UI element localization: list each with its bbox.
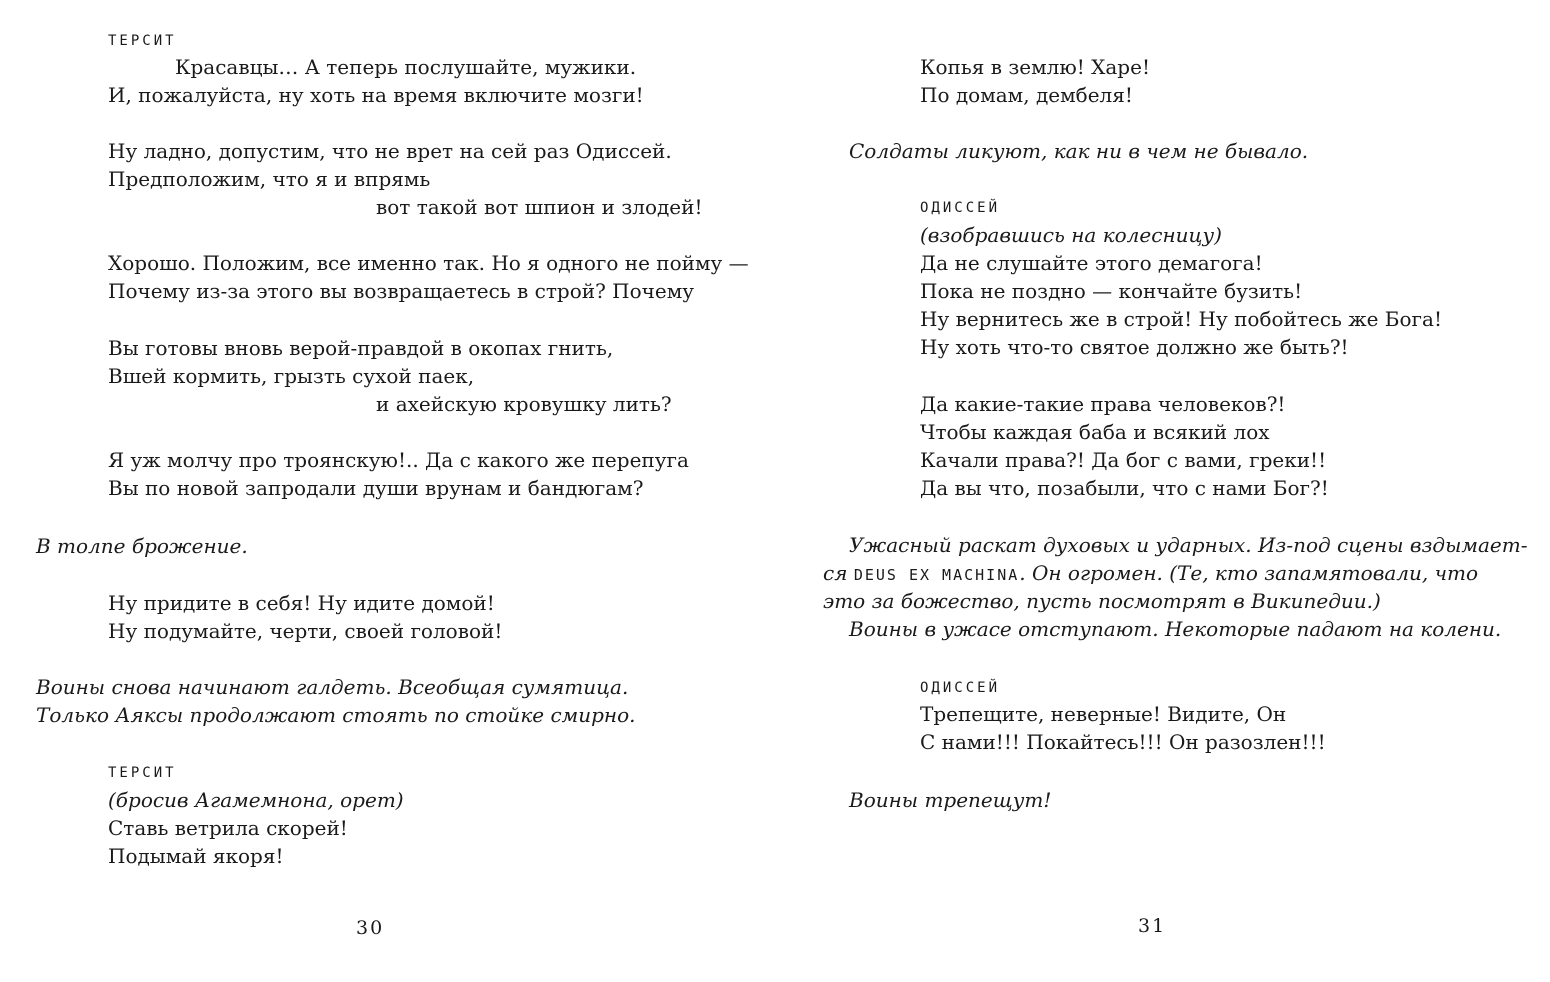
verse-line: Качали права?! Да бог с вами, греки!! <box>920 448 1327 472</box>
verse-line: Ну придите в себя! Ну идите домой! <box>108 591 495 615</box>
verse-line: Да вы что, позабыли, что с нами Бог?! <box>920 476 1329 500</box>
verse-line: Подымай якоря! <box>108 844 284 868</box>
verse-line: Красавцы… А теперь послушайте, мужики. <box>175 55 637 79</box>
verse-line: Ну вернитесь же в строй! Ну побойтесь же Бога! <box>920 307 1442 331</box>
verse-line: Почему из-за этого вы возвращаетесь в строй? Почему <box>108 279 695 303</box>
verse-line: Чтобы каждая баба и всякий лох <box>920 420 1270 444</box>
verse-line: Предположим, что я и впрямь <box>108 167 431 191</box>
verse-line: По домам, дембеля! <box>920 83 1133 107</box>
stage-direction: Солдаты ликуют, как ни в чем не бывало. <box>849 139 1309 163</box>
stage-direction-text: . Он огромен. (Те, кто запамятовали, что <box>1019 561 1479 585</box>
verse-line: Вшей кормить, грызть сухой паек, <box>108 364 475 388</box>
stage-direction: Ужасный раскат духовых и ударных. Из-под сцены вздымает- <box>849 533 1528 557</box>
stage-direction: это за божество, пусть посмотрят в Википедии.) <box>823 589 1381 613</box>
verse-line: С нами!!! Покайтесь!!! Он разозлен!!! <box>920 730 1326 754</box>
verse-line: Да не слушайте этого демагога! <box>920 251 1263 275</box>
verse-line: Вы готовы вновь верой-правдой в окопах гнить, <box>108 336 614 360</box>
speaker-name: ТЕРСИТ <box>108 33 177 49</box>
page-number: 31 <box>1138 915 1167 937</box>
verse-line: Хорошо. Положим, все именно так. Но я одного не пойму — <box>108 251 749 275</box>
speaker-direction: (бросив Агамемнона, орет) <box>108 788 404 812</box>
verse-line: Пока не поздно — кончайте бузить! <box>920 279 1303 303</box>
stage-direction: Воины трепещут! <box>849 788 1052 812</box>
stage-direction-text: ся <box>823 561 848 585</box>
verse-line: И, пожалуйста, ну хоть на время включите мозги! <box>108 83 644 107</box>
verse-line: Ну хоть что-то святое должно же быть?! <box>920 335 1349 359</box>
stage-direction: Воины снова начинают галдеть. Всеобщая сумятица. <box>36 675 629 699</box>
verse-line: Ну подумайте, черти, своей головой! <box>108 619 503 643</box>
verse-line: Копья в землю! Харе! <box>920 55 1150 79</box>
verse-line: Ну ладно, допустим, что не врет на сей раз Одиссей. <box>108 139 672 163</box>
stage-direction: Только Аяксы продолжают стоять по стойке смирно. <box>36 703 636 727</box>
verse-line: Вы по новой запродали души врунам и бандюгам? <box>108 476 644 500</box>
verse-line: и ахейскую кровушку лить? <box>376 392 672 416</box>
speaker-name: ОДИССЕЙ <box>920 680 1001 696</box>
verse-line: Трепещите, неверные! Видите, Он <box>920 702 1287 726</box>
verse-line: Я уж молчу про троянскую!.. Да с какого же перепуга <box>108 448 689 472</box>
stage-direction: Воины в ужасе отступают. Некоторые падают на колени. <box>849 617 1502 641</box>
speaker-name: ОДИССЕЙ <box>920 200 1001 216</box>
speaker-name: ТЕРСИТ <box>108 765 177 781</box>
stage-direction: В толпе брожение. <box>36 534 248 558</box>
verse-line: вот такой вот шпион и злодей! <box>376 195 703 219</box>
speaker-direction: (взобравшись на колесницу) <box>920 223 1222 247</box>
page-number: 30 <box>356 917 385 939</box>
right-page <box>775 0 1550 982</box>
stage-direction <box>823 559 1478 589</box>
deus-ex-machina: DEUS EX MACHINA <box>853 566 1020 584</box>
verse-line: Да какие-такие права человеков?! <box>920 392 1286 416</box>
verse-line: Ставь ветрила скорей! <box>108 816 348 840</box>
